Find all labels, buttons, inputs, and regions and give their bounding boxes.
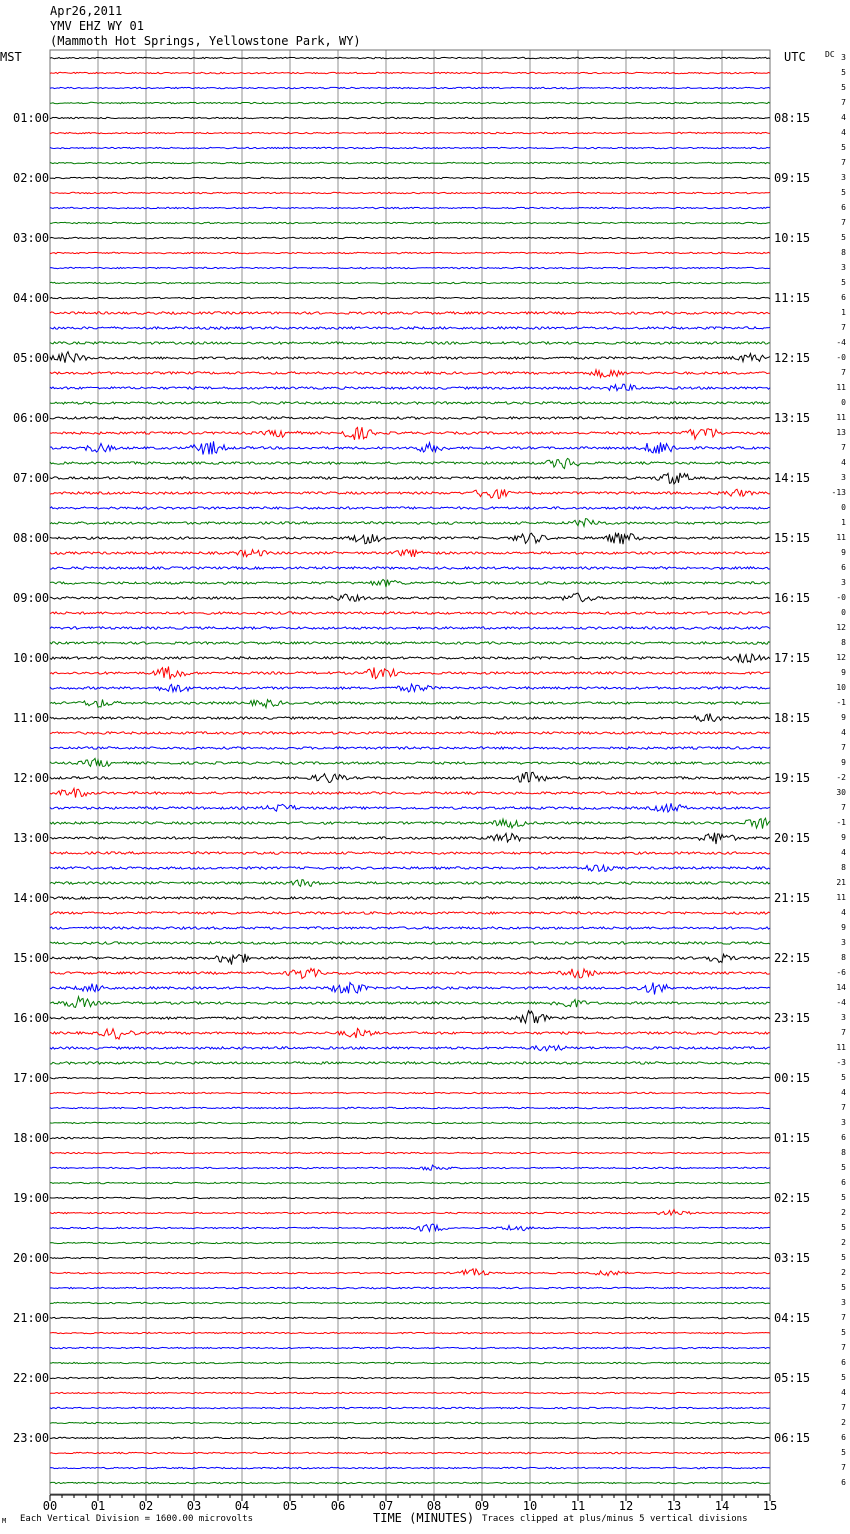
trace-row — [50, 1407, 770, 1408]
dc-offset-value: 11 — [836, 413, 846, 422]
right-timezone-label: UTC — [784, 50, 806, 64]
dc-offset-value: 3 — [841, 1013, 846, 1022]
trace-row — [50, 1242, 770, 1243]
trace-row — [50, 267, 770, 268]
dc-offset-value: 2 — [841, 1268, 846, 1277]
dc-offset-value: -2 — [836, 773, 846, 782]
trace-row — [50, 788, 770, 797]
dc-offset-value: 5 — [841, 1163, 846, 1172]
dc-offset-value: 3 — [841, 473, 846, 482]
dc-offset-value: 9 — [841, 713, 846, 722]
dc-offset-value: 5 — [841, 1283, 846, 1292]
dc-offset-value: 7 — [841, 323, 846, 332]
trace-row — [50, 352, 770, 363]
left-hour-label: 22:00 — [13, 1371, 50, 1385]
dc-offset-value: 9 — [841, 923, 846, 932]
left-hour-label: 05:00 — [13, 351, 50, 365]
dc-offset-value: 2 — [841, 1418, 846, 1427]
trace-row — [50, 132, 770, 133]
trace-row — [50, 342, 770, 344]
trace-row — [50, 567, 770, 569]
dc-offset-value: 7 — [841, 743, 846, 752]
dc-offset-value: 4 — [841, 113, 846, 122]
right-hour-label: 11:15 — [774, 291, 811, 305]
dc-offset-value: 6 — [841, 203, 846, 212]
dc-offset-value: 7 — [841, 443, 846, 452]
x-tick-label: 11 — [570, 1499, 586, 1513]
dc-offset-value: 7 — [841, 1313, 846, 1322]
trace-row — [50, 1392, 770, 1393]
trace-row — [50, 897, 770, 899]
left-hour-label: 03:00 — [13, 231, 50, 245]
left-hour-label: 19:00 — [13, 1191, 50, 1205]
trace-row — [50, 192, 770, 193]
dc-offset-value: 3 — [841, 1118, 846, 1127]
dc-offset-value: 0 — [841, 608, 846, 617]
trace-row — [50, 747, 770, 749]
right-hour-label: 21:15 — [774, 891, 811, 905]
trace-row — [50, 803, 770, 812]
trace-row — [50, 473, 770, 484]
right-hour-label: 16:15 — [774, 591, 811, 605]
dc-offset-value: 6 — [841, 293, 846, 302]
dc-offset-value: 5 — [841, 143, 846, 152]
scale-note: Each Vertical Division = 1600.00 microvolts — [20, 1514, 253, 1524]
trace-row — [50, 865, 770, 871]
dc-offset-value: 5 — [841, 233, 846, 242]
dc-offset-value: 7 — [841, 1343, 846, 1352]
x-tick-label: 14 — [714, 1499, 730, 1513]
dc-offset-value: 4 — [841, 1088, 846, 1097]
trace-row — [50, 772, 770, 782]
dc-offset-value: 8 — [841, 1148, 846, 1157]
trace-row — [50, 818, 770, 828]
dc-offset-value: 30 — [836, 788, 846, 797]
trace-row — [50, 997, 770, 1008]
x-tick-label: 08 — [426, 1499, 442, 1513]
trace-row — [50, 533, 770, 544]
trace-row — [50, 117, 770, 118]
right-hour-label: 02:15 — [774, 1191, 811, 1205]
x-tick-label: 03 — [186, 1499, 202, 1513]
right-hour-label: 04:15 — [774, 1311, 811, 1325]
station-code: YMV EHZ WY 01 — [50, 19, 144, 33]
dc-offset-value: -1 — [836, 698, 846, 707]
trace-row — [50, 627, 770, 629]
dc-offset-value: 9 — [841, 758, 846, 767]
trace-row — [50, 968, 770, 978]
dc-offset-value: 5 — [841, 1223, 846, 1232]
dc-offset-value: 7 — [841, 1103, 846, 1112]
dc-offset-value: -4 — [836, 338, 846, 347]
trace-row — [50, 1422, 770, 1423]
trace-row — [50, 1452, 770, 1453]
dc-offset-value: 3 — [841, 578, 846, 587]
trace-row — [50, 1332, 770, 1333]
trace-row — [50, 1077, 770, 1078]
trace-row — [50, 1347, 770, 1348]
right-hour-label: 03:15 — [774, 1251, 811, 1265]
dc-offset-value: 4 — [841, 128, 846, 137]
dc-offset-value: 1 — [841, 518, 846, 527]
trace-row — [50, 1046, 770, 1051]
trace-row — [50, 833, 770, 844]
right-hour-label: 09:15 — [774, 171, 811, 185]
dc-offset-value: 21 — [836, 878, 846, 887]
x-axis-title: TIME (MINUTES) — [373, 1511, 475, 1525]
dc-offset-value: 7 — [841, 1463, 846, 1472]
right-hour-label: 10:15 — [774, 231, 811, 245]
x-tick-label: 07 — [378, 1499, 394, 1513]
dc-offset-value: 5 — [841, 1253, 846, 1262]
right-hour-label: 14:15 — [774, 471, 811, 485]
trace-row — [50, 732, 770, 734]
trace-row — [50, 700, 770, 708]
trace-row — [50, 1182, 770, 1183]
trace-row — [50, 983, 770, 995]
x-tick-label: 13 — [666, 1499, 682, 1513]
right-hour-label: 15:15 — [774, 531, 811, 545]
dc-offset-value: 12 — [836, 623, 846, 632]
trace-row — [50, 1257, 770, 1258]
trace-row — [50, 489, 770, 498]
dc-offset-value: 8 — [841, 248, 846, 257]
trace-row — [50, 384, 770, 390]
trace-row — [50, 684, 770, 692]
left-hour-label: 21:00 — [13, 1311, 50, 1325]
dc-offset-value: 5 — [841, 83, 846, 92]
dc-offset-value: 12 — [836, 653, 846, 662]
dc-offset-value: 6 — [841, 1133, 846, 1142]
trace-row — [50, 1287, 770, 1288]
dc-offset-value: 5 — [841, 1373, 846, 1382]
trace-row — [50, 1482, 770, 1483]
dc-offset-value: 6 — [841, 1433, 846, 1442]
left-hour-label: 07:00 — [13, 471, 50, 485]
dc-offset-value: 5 — [841, 1448, 846, 1457]
trace-row — [50, 1302, 770, 1303]
trace-row — [50, 1137, 770, 1138]
right-hour-label: 13:15 — [774, 411, 811, 425]
left-hour-label: 02:00 — [13, 171, 50, 185]
trace-row — [50, 1377, 770, 1378]
right-hour-label: 20:15 — [774, 831, 811, 845]
dc-offset-value: 10 — [836, 683, 846, 692]
trace-row — [50, 402, 770, 404]
trace-row — [50, 282, 770, 283]
right-hour-label: 22:15 — [774, 951, 811, 965]
x-axis — [50, 1495, 770, 1501]
trace-row — [50, 72, 770, 73]
dc-offset-value: 13 — [836, 428, 846, 437]
trace-row — [50, 1210, 770, 1216]
left-hour-label: 15:00 — [13, 951, 50, 965]
seismic-traces — [50, 57, 770, 1483]
trace-row — [50, 312, 770, 314]
dc-offset-value: 9 — [841, 548, 846, 557]
dc-offset-value: 5 — [841, 1328, 846, 1337]
trace-row — [50, 593, 770, 602]
trace-row — [50, 252, 770, 253]
dc-offset-value: 5 — [841, 68, 846, 77]
left-hour-label: 17:00 — [13, 1071, 50, 1085]
x-tick-label: 15 — [762, 1499, 778, 1513]
left-hour-label: 10:00 — [13, 651, 50, 665]
trace-row — [50, 147, 770, 148]
trace-row — [50, 880, 770, 887]
left-hour-label: 18:00 — [13, 1131, 50, 1145]
trace-row — [50, 57, 770, 58]
trace-row — [50, 1197, 770, 1198]
record-date: Apr26,2011 — [50, 4, 123, 18]
trace-row — [50, 507, 770, 509]
trace-row — [50, 1467, 770, 1468]
trace-row — [50, 758, 770, 766]
trace-row — [50, 579, 770, 587]
right-hour-label: 23:15 — [774, 1011, 811, 1025]
dc-offset-value: -6 — [836, 968, 846, 977]
trace-row — [50, 162, 770, 163]
left-hour-label: 01:00 — [13, 111, 50, 125]
dc-offset-value: 5 — [841, 1073, 846, 1082]
trace-row — [50, 87, 770, 88]
left-hour-label: 16:00 — [13, 1011, 50, 1025]
trace-row — [50, 912, 770, 914]
trace-row — [50, 1152, 770, 1153]
left-hour-label: 09:00 — [13, 591, 50, 605]
trace-row — [50, 1028, 770, 1039]
minute-grid — [50, 50, 770, 1494]
dc-offset-value: 11 — [836, 893, 846, 902]
x-tick-label: 06 — [330, 1499, 346, 1513]
dc-offset-value: 6 — [841, 1478, 846, 1487]
dc-offset-value: 4 — [841, 728, 846, 737]
dc-offset-value: 9 — [841, 833, 846, 842]
dc-offset-value: -13 — [831, 488, 846, 497]
dc-offset-value: 3 — [841, 173, 846, 182]
trace-row — [50, 942, 770, 944]
trace-row — [50, 714, 770, 722]
x-tick-label: 09 — [474, 1499, 490, 1513]
dc-offset-value: 11 — [836, 383, 846, 392]
left-hour-label: 04:00 — [13, 291, 50, 305]
trace-row — [50, 297, 770, 298]
trace-row — [50, 458, 770, 468]
right-hour-label: 01:15 — [774, 1131, 811, 1145]
right-hour-label: 18:15 — [774, 711, 811, 725]
x-tick-label: 04 — [234, 1499, 250, 1513]
trace-row — [50, 654, 770, 663]
trace-row — [50, 417, 770, 419]
dc-offset-value: 3 — [841, 263, 846, 272]
trace-row — [50, 1107, 770, 1108]
corner-mark: M — [2, 1517, 7, 1525]
dc-offset-value: 4 — [841, 1388, 846, 1397]
x-tick-label: 02 — [138, 1499, 154, 1513]
dc-offset-value: -0 — [836, 593, 846, 602]
dc-offset-value: 7 — [841, 1028, 846, 1037]
dc-offset-value: -3 — [836, 1058, 846, 1067]
dc-offset-value: 3 — [841, 1298, 846, 1307]
trace-row — [50, 642, 770, 644]
right-hour-label: 06:15 — [774, 1431, 811, 1445]
station-location: (Mammoth Hot Springs, Yellowstone Park, WY) — [50, 34, 361, 48]
left-hour-label: 12:00 — [13, 771, 50, 785]
trace-row — [50, 1165, 770, 1170]
trace-row — [50, 1224, 770, 1231]
right-hour-label: 00:15 — [774, 1071, 811, 1085]
dc-offset-header: DC — [825, 50, 835, 59]
dc-offset-value: 4 — [841, 908, 846, 917]
trace-row — [50, 954, 770, 965]
trace-row — [50, 519, 770, 527]
trace-row — [50, 612, 770, 614]
right-hour-label: 12:15 — [774, 351, 811, 365]
left-hour-label: 20:00 — [13, 1251, 50, 1265]
dc-offset-value: -1 — [836, 818, 846, 827]
trace-row — [50, 1011, 770, 1023]
dc-offset-value: 7 — [841, 98, 846, 107]
left-hour-label: 08:00 — [13, 531, 50, 545]
trace-row — [50, 1062, 770, 1064]
dc-offset-value: 5 — [841, 188, 846, 197]
dc-offset-value: 2 — [841, 1208, 846, 1217]
trace-row — [50, 327, 770, 329]
x-tick-label: 10 — [522, 1499, 538, 1513]
dc-offset-value: -0 — [836, 353, 846, 362]
left-hour-label: 14:00 — [13, 891, 50, 905]
dc-offset-value: 5 — [841, 1193, 846, 1202]
dc-offset-value: 4 — [841, 458, 846, 467]
trace-row — [50, 207, 770, 208]
left-hour-label: 13:00 — [13, 831, 50, 845]
trace-row — [50, 237, 770, 238]
clip-note: Traces clipped at plus/minus 5 vertical divisions — [482, 1514, 748, 1524]
dc-offset-value: 2 — [841, 1238, 846, 1247]
dc-offset-value: 7 — [841, 368, 846, 377]
dc-offset-value: 9 — [841, 668, 846, 677]
left-hour-label: 11:00 — [13, 711, 50, 725]
trace-row — [50, 177, 770, 178]
left-hour-label: 06:00 — [13, 411, 50, 425]
trace-row — [50, 102, 770, 103]
dc-offset-value: 6 — [841, 1358, 846, 1367]
trace-row — [50, 222, 770, 223]
trace-row — [50, 1092, 770, 1093]
x-tick-label: 01 — [90, 1499, 106, 1513]
dc-offset-value: 0 — [841, 503, 846, 512]
dc-offset-value: 3 — [841, 938, 846, 947]
dc-offset-value: 6 — [841, 1178, 846, 1187]
plot-frame — [50, 50, 770, 1494]
trace-row — [50, 1269, 770, 1276]
dc-offset-value: 5 — [841, 278, 846, 287]
trace-row — [50, 441, 770, 454]
trace-row — [50, 852, 770, 854]
dc-offset-value: 7 — [841, 1403, 846, 1412]
dc-offset-value: 1 — [841, 308, 846, 317]
dc-offset-value: 8 — [841, 638, 846, 647]
dc-offset-value: -4 — [836, 998, 846, 1007]
dc-offset-value: 11 — [836, 1043, 846, 1052]
dc-offset-value: 14 — [836, 983, 846, 992]
dc-offset-value: 7 — [841, 803, 846, 812]
right-hour-label: 08:15 — [774, 111, 811, 125]
trace-row — [50, 370, 770, 377]
dc-offset-value: 6 — [841, 563, 846, 572]
right-hour-label: 19:15 — [774, 771, 811, 785]
trace-row — [50, 550, 770, 557]
dc-offset-value: 11 — [836, 533, 846, 542]
left-timezone-label: MST — [0, 50, 22, 64]
dc-offset-value: 8 — [841, 863, 846, 872]
dc-offset-value: 7 — [841, 218, 846, 227]
x-tick-label: 00 — [42, 1499, 58, 1513]
dc-offset-value: 4 — [841, 848, 846, 857]
dc-offset-value: 3 — [841, 53, 846, 62]
trace-row — [50, 667, 770, 680]
right-hour-label: 05:15 — [774, 1371, 811, 1385]
right-hour-label: 17:15 — [774, 651, 811, 665]
left-hour-label: 23:00 — [13, 1431, 50, 1445]
trace-row — [50, 927, 770, 929]
trace-row — [50, 1362, 770, 1363]
trace-row — [50, 1317, 770, 1318]
trace-row — [50, 1122, 770, 1123]
dc-offset-value: 0 — [841, 398, 846, 407]
x-tick-label: 05 — [282, 1499, 298, 1513]
x-tick-label: 12 — [618, 1499, 634, 1513]
dc-offset-value: 8 — [841, 953, 846, 962]
trace-row — [50, 1437, 770, 1438]
dc-offset-value: 7 — [841, 158, 846, 167]
trace-row — [50, 427, 770, 440]
